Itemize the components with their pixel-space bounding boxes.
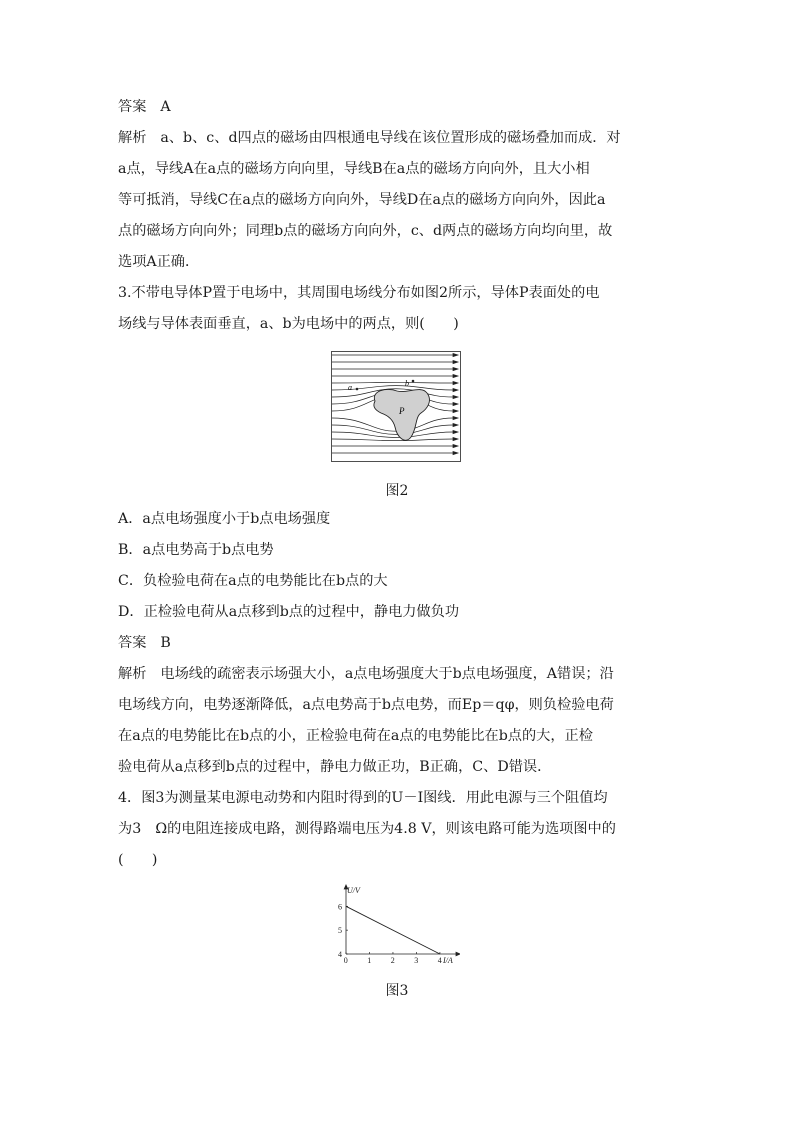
field-line-arrow: [453, 437, 458, 440]
field-line-arrow: [453, 402, 458, 405]
option-d: D．正检验电荷从a点移到b点的过程中，静电力做负功: [118, 604, 460, 620]
q2-analysis-line-4: 点的磁场方向向外；同理b点的磁场方向向外，c、d两点的磁场方向均向里，故: [118, 223, 613, 239]
field-line-arrow: [453, 416, 458, 419]
label-a: a: [348, 383, 352, 392]
field-line-arrow: [453, 444, 458, 447]
q3-analysis-line-2: 电场线方向，电势逐渐降低，a点电势高于b点电势，而Ep＝qφ，则负检验电荷: [118, 697, 614, 713]
x-tick-label: 2: [390, 956, 395, 965]
field-line-arrow: [453, 423, 458, 426]
q3-analysis-line-1: [118, 659, 678, 690]
analysis-text: a、b、c、d四点的磁场由四根通电导线在该位置形成的磁场叠加而成．对: [160, 130, 621, 146]
y-axis-label: U/V: [347, 886, 360, 895]
q4-stem-line-1: 4．图3为测量某电源电动势和内阻时得到的U－I图线．用此电源与三个阻值均: [118, 790, 608, 806]
field-line-arrow: [453, 353, 458, 356]
q3-analysis-line-4: 验电荷从a点移到b点的过程中，静电力做正功，B正确，C、D错误．: [118, 759, 552, 775]
q3-answer: [118, 628, 678, 659]
field-line-arrow: [453, 381, 458, 384]
field-line: [332, 439, 453, 441]
field-line-arrow: [453, 395, 458, 398]
document-body: [118, 92, 678, 340]
figure-3-ui-graph: [330, 884, 460, 966]
q3-stem-line-2: 场线与导体表面垂直，a、b为电场中的两点，则( ): [118, 316, 459, 332]
answer-value: A: [160, 99, 171, 115]
field-line-arrow: [453, 367, 458, 370]
field-line-arrow: [453, 409, 458, 412]
x-tick-label: 4: [437, 956, 442, 965]
field-line-arrow: [453, 374, 458, 377]
x-tick-label: 0: [343, 956, 348, 965]
answer-label: 答案: [118, 99, 147, 115]
x-axis-label: I/A: [443, 956, 453, 965]
y-tick-label: 4: [338, 950, 342, 959]
x-tick-label: 1: [367, 956, 372, 965]
q3-analysis-line-3: 在a点的电势能比在b点的小，正检验电荷在a点的电势能比在b点的大，正检: [118, 728, 593, 744]
analysis-text: 电场线的疏密表示场强大小，a点电场强度大于b点电场强度，A错误；沿: [160, 666, 614, 682]
q2-analysis-line-3: 等可抵消，导线C在a点的磁场方向向外，导线D在a点的磁场方向向外，因此a: [118, 192, 606, 208]
option-a: A．a点电场强度小于b点电场强度: [118, 511, 331, 527]
q4-stem-line-3: ( ): [118, 852, 158, 868]
y-tick-label: 5: [338, 926, 342, 936]
label-b: b: [405, 379, 409, 388]
figure-2-field-lines: [331, 351, 461, 462]
q2-analysis-line-1: [118, 123, 678, 154]
q2-analysis-line-2: a点，导线A在a点的磁场方向向里，导线B在a点的磁场方向向外，且大小相: [118, 161, 590, 177]
point-b: [412, 380, 415, 383]
field-line-arrow: [453, 360, 458, 363]
x-axis-arrow: [456, 952, 460, 956]
figure-2-caption: 图2: [385, 483, 409, 499]
q3-options-block: [118, 504, 678, 876]
y-tick-label: 6: [338, 902, 342, 912]
analysis-label: 解析: [118, 130, 147, 146]
field-line-arrow: [453, 388, 458, 391]
option-c: C．负检验电荷在a点的电势能比在b点的大: [118, 573, 388, 589]
option-b: B．a点电势高于b点电势: [118, 542, 274, 558]
point-a: [356, 388, 359, 391]
field-line: [332, 432, 453, 438]
label-p: P: [399, 406, 405, 416]
q4-stem-line-2: 为3 Ω的电阻连接成电路，测得路端电压为4.8 V，则该电路可能为选项图中的: [118, 821, 616, 837]
field-line-arrow: [453, 451, 458, 454]
figure-3-caption: 图3: [385, 983, 409, 999]
x-tick-label: 3: [414, 956, 419, 965]
answer-label: 答案: [118, 635, 147, 651]
q3-stem-line-1: 3.不带电导体P置于电场中，其周围电场线分布如图2所示，导体P表面处的电: [118, 285, 600, 301]
answer-value: B: [160, 635, 171, 651]
q2-analysis-line-5: 选项A正确．: [118, 254, 200, 270]
ui-line: [346, 906, 440, 954]
q2-answer: [118, 92, 678, 123]
analysis-label: 解析: [118, 666, 147, 682]
field-line-arrow: [453, 430, 458, 433]
